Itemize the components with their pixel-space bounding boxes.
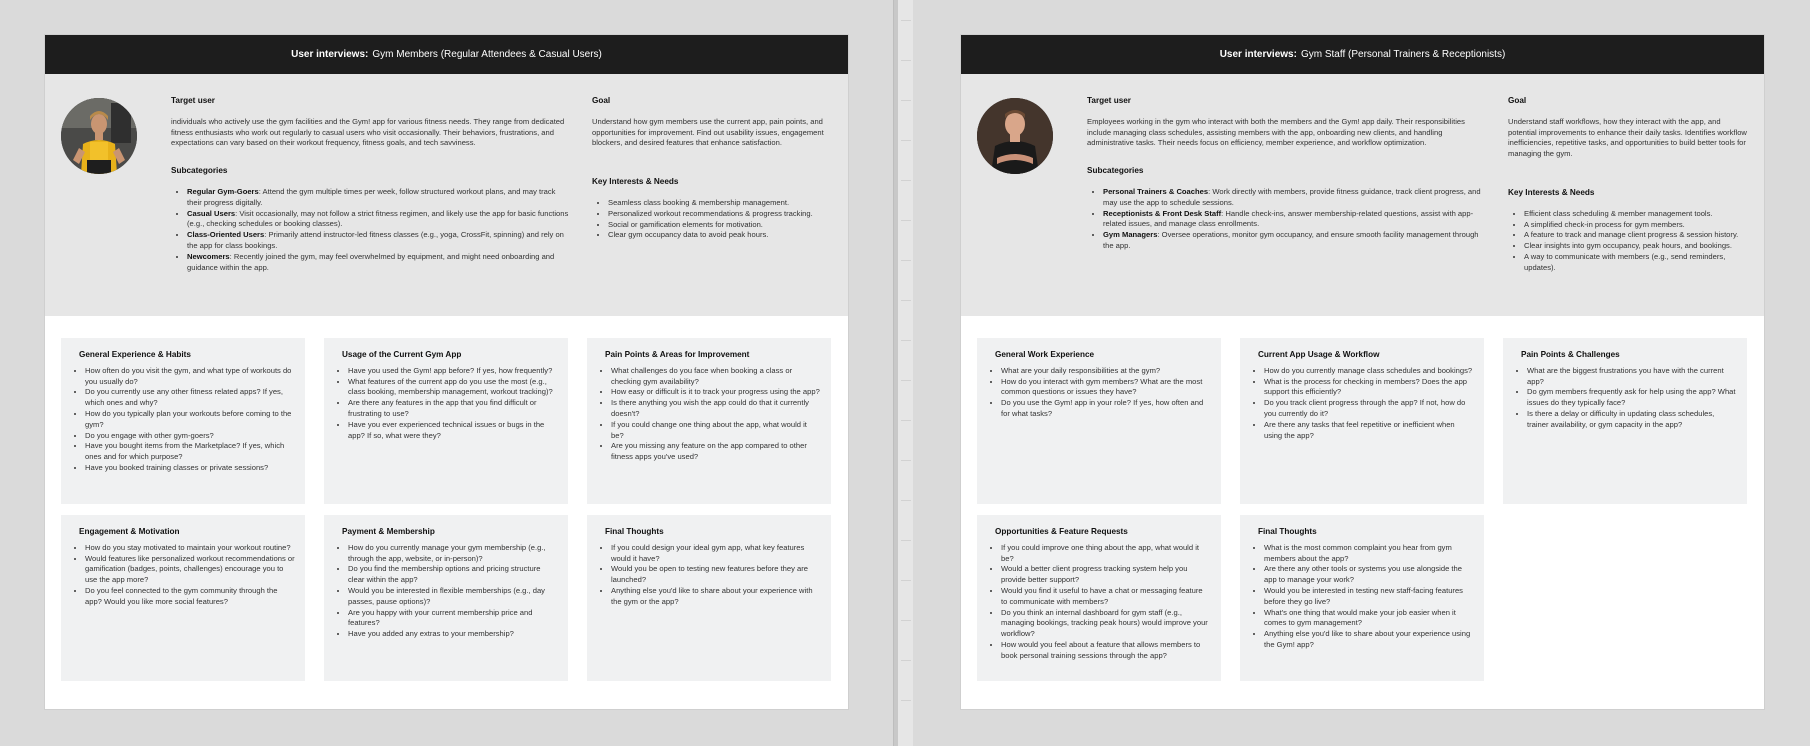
question-item: • Have you bought items from the Marketplace? If yes, which ones and for which purpose? (85, 441, 295, 463)
question-box-title: Payment & Membership (342, 527, 435, 536)
list-item: • Efficient class scheduling & member management tools. (1524, 209, 1748, 220)
question-item: • How would you feel about a feature that allows members to book personal training sessions through the app? (1001, 640, 1211, 662)
question-item: • How easy or difficult is it to track your progress using the app? (611, 387, 821, 398)
goal-text: Understand staff workflows, how they interact with the app, and potential improvements to enhance their daily tasks. Identifies workflow inefficiencies, repetitive tasks, and opportunities to build better tools for managing the gym. (1508, 116, 1747, 159)
person-photo-icon (977, 98, 1053, 174)
question-item: • Would a better client progress tracking system help you provide better support? (1001, 564, 1211, 586)
question-item: • Do you track client progress through the app? If not, how do you currently do it? (1264, 398, 1474, 420)
question-box-title: Final Thoughts (605, 527, 664, 536)
question-item: • How do you interact with gym members? What are the most common questions or issues they have? (1001, 377, 1211, 399)
list-item: • Casual Users: Visit occasionally, may not follow a strict fitness regimen, and likely use the app for basic functions (e.g., checking schedules or booking classes). (187, 209, 571, 231)
header-label: User interviews: (291, 49, 369, 60)
question-item: • What is the process for checking in members? Does the app support this efficiently? (1264, 377, 1474, 399)
avatar-staff-photo (977, 98, 1053, 174)
question-item: • Do gym members frequently ask for help using the app? What issues do they typically face? (1527, 387, 1737, 409)
question-item: • Have you added any extras to your membership? (348, 629, 558, 640)
question-box[interactable] (1240, 338, 1484, 504)
question-box-title: Pain Points & Areas for Improvement (605, 350, 750, 359)
question-list (1250, 366, 1474, 442)
question-box-title: Opportunities & Feature Requests (995, 527, 1128, 536)
question-item: • Is there a delay or difficulty in updating class schedules, trainer availability, or gym capacity in the app? (1527, 409, 1737, 431)
question-box[interactable] (61, 338, 305, 504)
question-box[interactable] (324, 515, 568, 681)
question-item: • How do you currently manage class schedules and bookings? (1264, 366, 1474, 377)
list-item: • Seamless class booking & membership management. (608, 198, 832, 209)
question-item: • Do you engage with other gym-goers? (85, 431, 295, 442)
question-list (987, 366, 1211, 420)
question-item: • How do you stay motivated to maintain your workout routine? (85, 543, 295, 554)
question-item: • Anything else you'd like to share about your experience with the gym or the app? (611, 586, 821, 608)
question-item: • Do you use the Gym! app in your role? If yes, how often and for what tasks? (1001, 398, 1211, 420)
question-item: • If you could change one thing about the app, what would it be? (611, 420, 821, 442)
card-header (961, 35, 1764, 74)
list-item: • Personalized workout recommendations & progress tracking. (608, 209, 832, 220)
list-item: • Receptionists & Front Desk Staff: Handle check-ins, answer membership-related questions, assist with app-related issues, and manage class enrollments. (1103, 209, 1487, 231)
question-item: • Would you be interested in flexible memberships (e.g., day passes, pause options)? (348, 586, 558, 608)
question-item: • What's one thing that would make your job easier when it comes to gym management? (1264, 608, 1474, 630)
question-item: • Are you happy with your current membership price and features? (348, 608, 558, 630)
interview-card-members[interactable] (45, 35, 848, 709)
question-item: • Do you find the membership options and pricing structure clear within the app? (348, 564, 558, 586)
list-item: • Gym Managers: Oversee operations, monitor gym occupancy, and ensure smooth facility management through the app. (1103, 230, 1487, 252)
question-item: • What features of the current app do you use the most (e.g., class booking, membership management, workout tracking)? (348, 377, 558, 399)
list-item: • A way to communicate with members (e.g., send reminders, updates). (1524, 252, 1748, 274)
question-item: • Would you be interested in testing new staff-facing features before they go live? (1264, 586, 1474, 608)
question-item: • What are the biggest frustrations you have with the current app? (1527, 366, 1737, 388)
question-list (597, 366, 821, 463)
question-item: • What challenges do you face when booking a class or checking gym availability? (611, 366, 821, 388)
key-interests-list (1508, 209, 1748, 274)
question-item: • Have you booked training classes or private sessions? (85, 463, 295, 474)
question-list (71, 543, 295, 608)
target-user-text: individuals who actively use the gym facilities and the Gym! app for various fitness needs. They range from dedicated fitness enthusiasts who work out regularly to casual users who visit occasionally. Their behaviors, frustrations, and expectations can vary based on their workout frequency, fitness goals, and tech savviness. (171, 116, 565, 148)
question-item: • Do you feel connected to the gym community through the app? Would you like more social features? (85, 586, 295, 608)
key-interests-title: Key Interests & Needs (592, 177, 679, 187)
question-list (1513, 366, 1737, 431)
question-item: • Anything else you'd like to share about your experience using the Gym! app? (1264, 629, 1474, 651)
question-item: • Are there any tasks that feel repetitive or inefficient when using the app? (1264, 420, 1474, 442)
question-item: • Are you missing any feature on the app compared to other fitness apps you've used? (611, 441, 821, 463)
list-item: • Personal Trainers & Coaches: Work directly with members, provide fitness guidance, track client progress, and may use the app to schedule sessions. (1103, 187, 1487, 209)
question-item: • Would you be open to testing new features before they are launched? (611, 564, 821, 586)
question-box[interactable] (61, 515, 305, 681)
question-item: • Do you think an internal dashboard for gym staff (e.g., managing bookings, tracking peak hours) would improve your workflow? (1001, 608, 1211, 640)
question-list (71, 366, 295, 474)
key-interests-list (592, 198, 832, 241)
question-list (334, 366, 558, 442)
profile-section (961, 74, 1764, 316)
list-item: • Newcomers: Recently joined the gym, may feel overwhelmed by equipment, and might need onboarding and guidance within the app. (187, 252, 571, 274)
question-box-title: Current App Usage & Workflow (1258, 350, 1380, 359)
subcategories-list (1087, 187, 1487, 252)
question-item: • How do you currently manage your gym membership (e.g., through the app, website, or in-person)? (348, 543, 558, 565)
question-box[interactable] (587, 515, 831, 681)
target-user-title: Target user (1087, 96, 1131, 105)
question-box[interactable] (1240, 515, 1484, 681)
question-item: • If you could improve one thing about the app, what would it be? (1001, 543, 1211, 565)
list-item: • Clear gym occupancy data to avoid peak hours. (608, 230, 832, 241)
question-box-title: General Work Experience (995, 350, 1095, 359)
list-item: • Class-Oriented Users: Primarily attend instructor-led fitness classes (e.g., yoga, CrossFit, spinning) and rely on the app for class bookings. (187, 230, 571, 252)
avatar-member-photo (61, 98, 137, 174)
question-item: • Have you ever experienced technical issues or bugs in the app? If so, what were they? (348, 420, 558, 442)
header-title: Gym Staff (Personal Trainers & Receptionists) (1300, 49, 1506, 60)
header-label: User interviews: (1219, 49, 1297, 60)
question-list (597, 543, 821, 608)
question-box-title: Engagement & Motivation (79, 527, 180, 536)
board-divider[interactable] (893, 0, 915, 746)
question-item: • How do you typically plan your workouts before coming to the gym? (85, 409, 295, 431)
subcategories-title: Subcategories (1087, 166, 1144, 176)
question-box[interactable] (1503, 338, 1747, 504)
interview-card-staff[interactable] (961, 35, 1764, 709)
goal-title: Goal (592, 96, 611, 105)
list-item: • Regular Gym-Goers: Attend the gym multiple times per week, follow structured workout plans, and may track their progress digitally. (187, 187, 571, 209)
goal-title: Goal (1508, 96, 1527, 105)
subcategories-list (171, 187, 571, 273)
question-box[interactable] (587, 338, 831, 504)
question-box-title: Usage of the Current Gym App (342, 350, 462, 359)
question-item: • Are there any features in the app that you find difficult or frustrating to use? (348, 398, 558, 420)
question-box[interactable] (324, 338, 568, 504)
question-box-title: Pain Points & Challenges (1521, 350, 1620, 359)
target-user-section (171, 96, 571, 273)
goal-section (592, 96, 832, 241)
list-item: • A simplified check-in process for gym members. (1524, 220, 1748, 231)
question-item: • Would features like personalized workout recommendations or gamification (badges, points, challenges) encourage you to use the app more? (85, 554, 295, 586)
question-box-title: General Experience & Habits (79, 350, 191, 359)
question-item: • What is the most common complaint you hear from gym members about the app? (1264, 543, 1474, 565)
goal-section (1508, 96, 1748, 274)
question-item: • Do you currently use any other fitness related apps? If yes, which ones and why? (85, 387, 295, 409)
question-item: • Is there anything you wish the app could do that it currently doesn't? (611, 398, 821, 420)
list-item: • Clear insights into gym occupancy, peak hours, and bookings. (1524, 241, 1748, 252)
card-header (45, 35, 848, 74)
goal-text: Understand how gym members use the current app, pain points, and opportunities for improvement. Find out usability issues, engagement blockers, and desired features that enhance satisfaction. (592, 116, 824, 148)
target-user-title: Target user (171, 96, 215, 105)
subcategories-title: Subcategories (171, 166, 228, 176)
question-box[interactable] (977, 338, 1221, 504)
question-list (987, 543, 1211, 662)
list-item: • Social or gamification elements for motivation. (608, 220, 832, 231)
header-title: Gym Members (Regular Attendees & Casual Users) (372, 49, 602, 60)
question-item: • What are your daily responsibilities at the gym? (1001, 366, 1211, 377)
question-list (334, 543, 558, 640)
target-user-section (1087, 96, 1487, 252)
person-photo-icon (61, 98, 137, 174)
question-list (1250, 543, 1474, 651)
question-item: • Would you find it useful to have a chat or messaging feature to communicate with members? (1001, 586, 1211, 608)
question-item: • Have you used the Gym! app before? If yes, how frequently? (348, 366, 558, 377)
question-item: • Are there any other tools or systems you use alongside the app to manage your work? (1264, 564, 1474, 586)
question-box-title: Final Thoughts (1258, 527, 1317, 536)
profile-section (45, 74, 848, 316)
list-item: • A feature to track and manage client progress & session history. (1524, 230, 1748, 241)
key-interests-title: Key Interests & Needs (1508, 187, 1595, 197)
question-item: • How often do you visit the gym, and what type of workouts do you usually do? (85, 366, 295, 388)
question-box[interactable] (977, 515, 1221, 681)
question-item: • If you could design your ideal gym app, what key features would it have? (611, 543, 821, 565)
target-user-text: Employees working in the gym who interact with both the members and the Gym! app daily. Their responsibilities include managing class schedules, assisting members with the app, onboarding new clients, and handling administrative tasks. Their needs focus on efficiency, member experience, and workflow optimization. (1087, 116, 1465, 148)
